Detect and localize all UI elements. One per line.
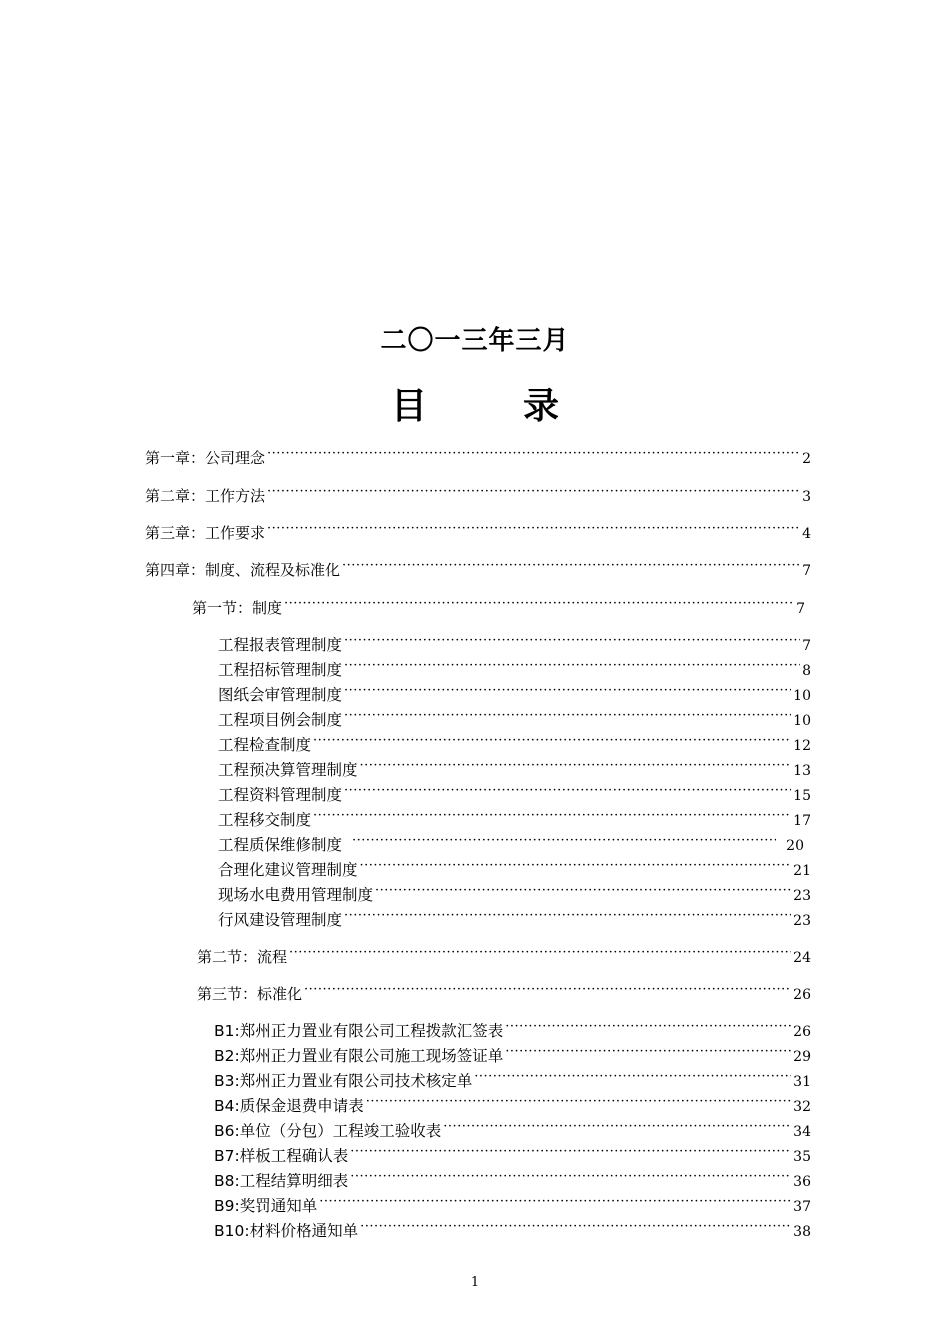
- toc-dot-leader: [505, 1014, 791, 1036]
- toc-entry-form[interactable]: [214, 1189, 811, 1215]
- toc-dot-leader: [344, 903, 791, 925]
- toc-entry-page: 29: [793, 1049, 811, 1065]
- toc-dot-leader: [313, 728, 791, 750]
- toc-entry-item[interactable]: [218, 878, 811, 904]
- toc-entry-page: 35: [793, 1149, 811, 1165]
- toc-entry-page: 10: [793, 688, 811, 704]
- toc-dot-leader: [474, 1064, 791, 1086]
- toc-entry-page: 23: [793, 888, 811, 904]
- toc-entry-page: 26: [793, 1024, 811, 1040]
- toc-entry-page: 26: [793, 987, 811, 1003]
- toc-entry-section-2[interactable]: [197, 940, 811, 966]
- toc-dot-leader: [350, 1139, 791, 1161]
- toc-entry-page: 7: [802, 638, 811, 654]
- toc-entry-page: 2: [802, 451, 811, 467]
- toc-entry-label: 工程预决算管理制度: [218, 761, 358, 779]
- toc-entry-page: 34: [793, 1124, 811, 1140]
- toc-entry-label: 现场水电费用管理制度: [218, 886, 374, 904]
- toc-entry-form[interactable]: [214, 1064, 811, 1090]
- toc-entry-label: 第三章：工作要求: [145, 524, 266, 542]
- toc-entry-label: 第一节：制度: [192, 599, 283, 617]
- toc-dot-leader: [289, 940, 791, 962]
- toc-entry-page: 32: [793, 1099, 811, 1115]
- toc-dot-leader: [360, 853, 792, 875]
- toc-entry-label: 行风建设管理制度: [218, 911, 343, 929]
- toc-entry-item[interactable]: [218, 728, 811, 754]
- toc-entry-page: 12: [793, 738, 811, 754]
- toc-entry-page: 21: [793, 863, 811, 879]
- toc-dot-leader: [352, 828, 776, 850]
- toc-entry-page: 17: [793, 813, 811, 829]
- toc-entry-item[interactable]: [218, 778, 811, 804]
- toc-entry-label: 工程检查制度: [218, 736, 312, 754]
- toc-entry-item[interactable]: [218, 828, 804, 854]
- toc-entry-label: 第一章：公司理念: [145, 449, 266, 467]
- toc-entry-label: B1:郑州正力置业有限公司工程拨款汇签表: [214, 1022, 504, 1040]
- toc-entry-item[interactable]: [218, 703, 811, 729]
- toc-entry-label: 工程资料管理制度: [218, 786, 343, 804]
- toc-entry-page: 15: [793, 788, 811, 804]
- toc-entry-chapter-1[interactable]: [145, 441, 811, 467]
- toc-dot-leader: [319, 1189, 791, 1211]
- toc-entry-form[interactable]: [214, 1214, 811, 1240]
- toc-dot-leader: [344, 778, 791, 800]
- toc-entry-page: 31: [793, 1074, 811, 1090]
- toc-entry-label: B2:郑州正力置业有限公司施工现场签证单: [214, 1047, 504, 1065]
- toc-entry-form[interactable]: [214, 1164, 811, 1190]
- toc-entry-label: 合理化建议管理制度: [218, 861, 358, 879]
- toc-entry-item[interactable]: [218, 853, 811, 879]
- toc-entry-label: 工程移交制度: [218, 811, 312, 829]
- toc-entry-form[interactable]: [214, 1114, 811, 1140]
- toc-entry-chapter-2[interactable]: [145, 479, 811, 505]
- toc-entry-label: 工程招标管理制度: [218, 661, 343, 679]
- toc-entry-page: 38: [793, 1224, 811, 1240]
- toc-entry-item[interactable]: [218, 903, 811, 929]
- toc-entry-item[interactable]: [218, 628, 811, 654]
- toc-entry-page: 13: [793, 763, 811, 779]
- toc-entry-label: 工程质保维修制度: [218, 836, 343, 854]
- toc-dot-leader: [344, 703, 791, 725]
- toc-dot-leader: [350, 1164, 791, 1186]
- toc-dot-leader: [344, 678, 791, 700]
- toc-entry-form[interactable]: [214, 1089, 811, 1115]
- toc-entry-section-1[interactable]: [192, 591, 805, 617]
- toc-entry-label: 第四章：制度、流程及标准化: [145, 561, 341, 579]
- toc-dot-leader: [284, 591, 794, 613]
- toc-entry-page: 3: [802, 489, 811, 505]
- toc-entry-page: 8: [802, 663, 811, 679]
- toc-dot-leader: [342, 553, 800, 575]
- toc-entry-page: 7: [802, 563, 811, 579]
- toc-entry-chapter-3[interactable]: [145, 516, 811, 542]
- toc-entry-page: 24: [793, 950, 811, 966]
- toc-entry-label: B10:材料价格通知单: [214, 1222, 359, 1240]
- toc-entry-page: 10: [793, 713, 811, 729]
- toc-entry-form[interactable]: [214, 1014, 811, 1040]
- toc-entry-page: 4: [802, 526, 811, 542]
- toc-entry-label: B4:质保金退费申请表: [214, 1097, 364, 1115]
- toc-entry-label: B8:工程结算明细表: [214, 1172, 349, 1190]
- toc-dot-leader: [344, 628, 800, 650]
- toc-entry-label: 第二章：工作方法: [145, 487, 266, 505]
- toc-entry-page: 7: [796, 601, 805, 617]
- toc-dot-leader: [443, 1114, 791, 1136]
- toc-dot-leader: [505, 1039, 791, 1061]
- toc-dot-leader: [313, 803, 791, 825]
- toc-entry-page: 23: [793, 913, 811, 929]
- toc-entry-page: 37: [793, 1199, 811, 1215]
- toc-entry-item[interactable]: [218, 678, 811, 704]
- toc-dot-leader: [360, 753, 792, 775]
- toc-dot-leader: [304, 977, 791, 999]
- toc-entry-item[interactable]: [218, 653, 811, 679]
- toc-entry-form[interactable]: [214, 1139, 811, 1165]
- toc-dot-leader: [375, 878, 791, 900]
- toc-dot-leader: [267, 441, 800, 463]
- toc-dot-leader: [267, 479, 800, 501]
- toc-title: 目 录: [390, 386, 589, 427]
- toc-entry-label: 第二节：流程: [197, 948, 288, 966]
- toc-entry-label: 图纸会审管理制度: [218, 686, 343, 704]
- toc-entry-label: B7:样板工程确认表: [214, 1147, 349, 1165]
- toc-entry-label: B6:单位（分包）工程竣工验收表: [214, 1122, 442, 1140]
- toc-entry-item[interactable]: [218, 803, 811, 829]
- toc-entry-label: B9:奖罚通知单: [214, 1197, 318, 1215]
- toc-dot-leader: [360, 1214, 791, 1236]
- toc-entry-page: 36: [793, 1174, 811, 1190]
- toc-entry-label: 工程项目例会制度: [218, 711, 343, 729]
- toc-entry-form[interactable]: [214, 1039, 811, 1065]
- toc-dot-leader: [267, 516, 800, 538]
- toc-dot-leader: [344, 653, 800, 675]
- page-number: 1: [470, 1275, 480, 1290]
- document-date: 二〇一三年三月: [380, 326, 570, 356]
- toc-entry-label: 第三节：标准化: [197, 985, 303, 1003]
- toc-entry-item[interactable]: [218, 753, 811, 779]
- toc-entry-section-3[interactable]: [197, 977, 811, 1003]
- toc-entry-label: 工程报表管理制度: [218, 636, 343, 654]
- toc-entry-page: 20: [786, 838, 804, 854]
- toc-entry-label: B3:郑州正力置业有限公司技术核定单: [214, 1072, 473, 1090]
- toc-entry-chapter-4[interactable]: [145, 553, 811, 579]
- toc-dot-leader: [366, 1089, 791, 1111]
